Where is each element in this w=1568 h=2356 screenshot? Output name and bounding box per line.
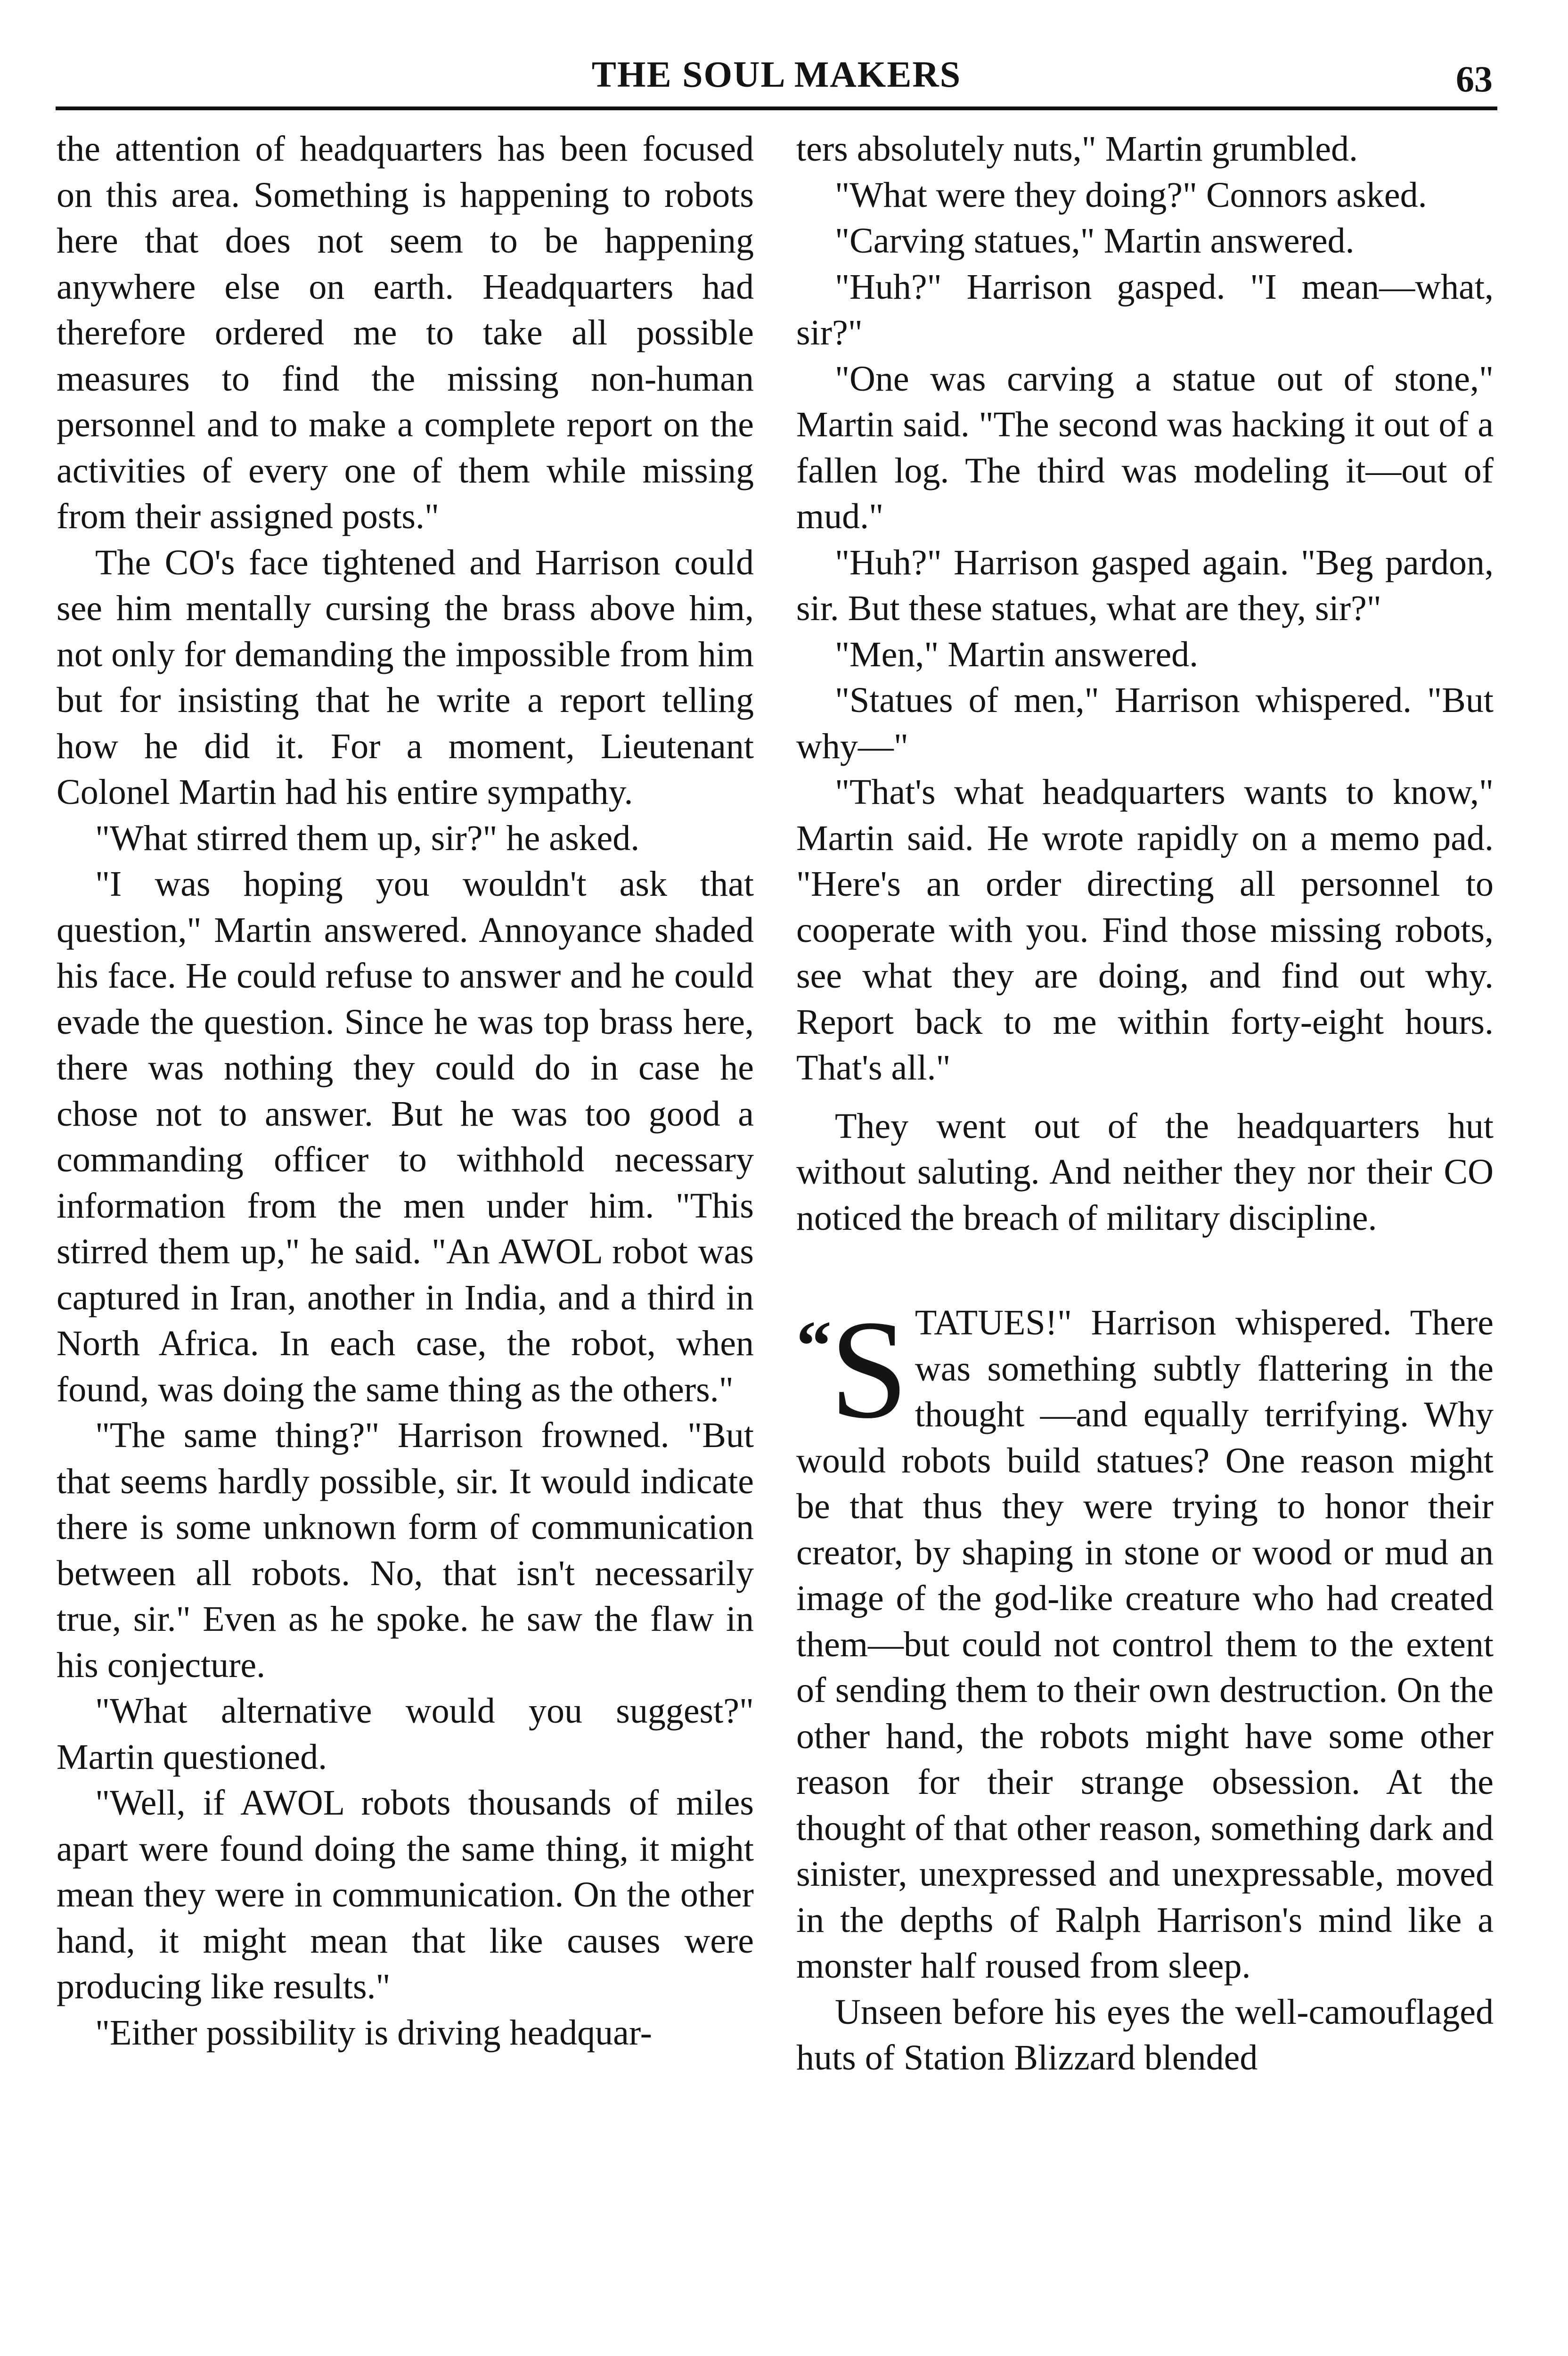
paragraph: "What were they doing?" Connors asked. — [835, 175, 1427, 215]
section-break-block — [796, 1300, 1494, 2081]
paragraph: "Well, if AWOL robots thousands of miles apart were found doing the same thing, it might mean they were in communication. On the other hand, it might mean that like causes were producing like results." — [57, 1783, 754, 2006]
page-number: 63 — [1456, 58, 1493, 99]
paragraph: "The same thing?" Harrison frowned. "But that seems hardly possible, sir. It would indicate there is some unknown form of communication between all robots. No, that isn't necessarily true, sir." Even as he spoke. he saw the flaw in his conjecture. — [57, 1415, 754, 1685]
paragraph: "That's what headquarters wants to know," Martin said. He wrote rapidly on a memo pad. "Here's an order directing all personnel to cooperate with you. Find those missing robots, see what they are doing, and find out why. Report back to me within forty-eight hours. That's all." — [796, 772, 1494, 1088]
paragraph: "Huh?" Harrison gasped again. "Beg pardon, sir. But these statues, what are they, sir?" — [796, 542, 1494, 628]
header-rule — [56, 106, 1497, 110]
paragraph: They went out of the headquarters hut without saluting. And neither they nor their CO noticed the breach of military discipline. — [796, 1106, 1494, 1238]
paragraph: Unseen before his eyes the well-camouflaged huts of Station Blizzard blended — [796, 1992, 1494, 2078]
paragraph: "Huh?" Harrison gasped. "I mean—what, sir?" — [796, 267, 1494, 352]
running-title: THE SOUL MAKERS — [591, 54, 962, 95]
paragraph: "Men," Martin answered. — [835, 634, 1199, 674]
paragraph: The CO's face tightened and Harrison could see him mentally cursing the brass above him, not only for demanding the impossible from him but for insisting that he write a report telling how he did it. For a moment, Lieutenant Colonel Martin had his entire sympathy. — [57, 542, 754, 812]
paragraph: "One was carving a statue out of stone," Martin said. "The second was hacking it out of a fallen log. The third was modeling it—out of mud." — [796, 359, 1494, 536]
paragraph: "What alternative would you suggest?" Martin questioned. — [57, 1691, 754, 1777]
paragraph: ters absolutely nuts," Martin grumbled. — [796, 129, 1358, 169]
drop-cap — [796, 1300, 908, 1448]
paragraph: "I was hoping you wouldn't ask that question," Martin answered. Annoyance shaded his face. He could refuse to answer and he could evade the question. Since he was top brass here, there was nothing they could do in case he chose not to answer. But he was too good a commanding officer to withhold necessary information from the men under him. "This stirred them up," he said. "An AWOL robot was captured in Iran, another in India, and a third in North Africa. In each case, the robot, when found, was doing the same thing as the others." — [57, 864, 754, 1409]
paragraph: "Carving statues," Martin answered. — [835, 221, 1355, 261]
paragraph: "Either possibility is driving headquar- — [95, 2012, 652, 2053]
drop-cap-quote: “ — [796, 1307, 832, 1385]
paragraph: TATUES!" Harrison whispered. There was something subtly flattering in the thought —and equally terrifying. Why would robots build statues? One reason might be that thus they were trying to honor their creator, by shaping in stone or wood or mud an image of the god-like creature who had created them—but could not control them to the extent of sending them to their own destruction. On the other hand, the robots might have some other reason for their strange obsession. At the thought of that other reason, something dark and sinister, unexpressed and unexpressable, moved in the depths of Ralph Harrison's mind like a monster half roused from sleep. — [796, 1303, 1494, 1986]
paragraph: the attention of headquarters has been focused on this area. Something is happening to robots here that does not seem to be happening anywhere else on earth. Headquarters had therefore ordered me to take all possible measures to find the missing non-human personnel and to make a complete report on the activities of every one of them while missing from their assigned posts." — [57, 129, 754, 536]
running-header — [56, 45, 1497, 111]
paragraph: "Statues of men," Harrison whispered. "But why—" — [796, 680, 1494, 766]
left-column — [57, 126, 754, 2356]
right-column — [796, 126, 1494, 2356]
drop-cap-letter: S — [830, 1300, 908, 1448]
paragraph: "What stirred them up, sir?" he asked. — [95, 818, 640, 858]
